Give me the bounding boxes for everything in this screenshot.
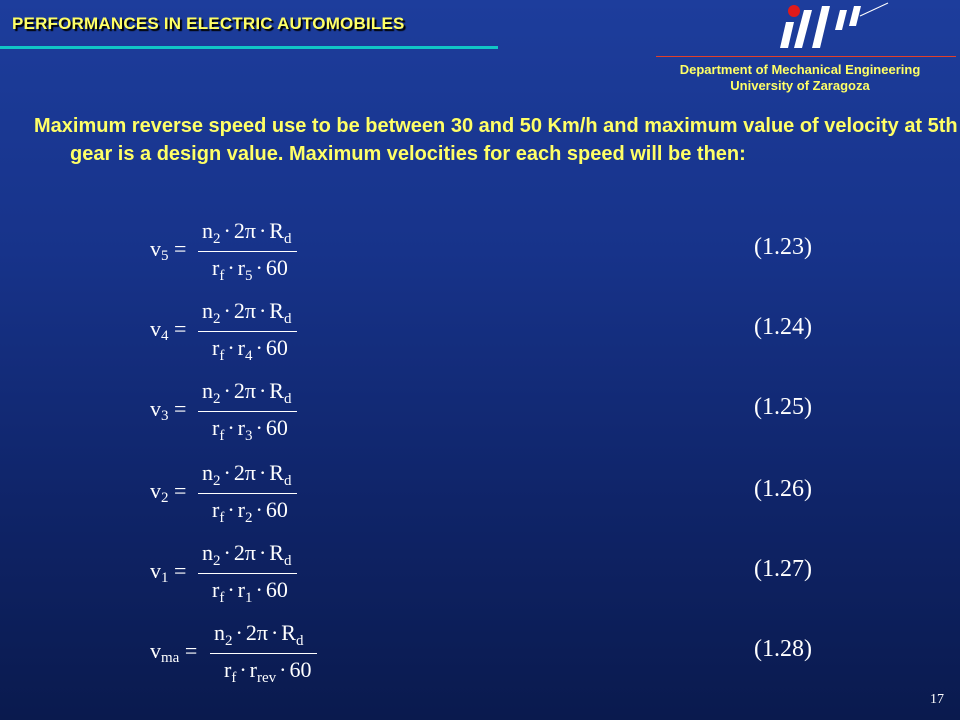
equation-fraction [198, 218, 297, 285]
denominator-r: r [237, 497, 245, 522]
fraction-denominator [198, 413, 297, 445]
denominator-r-subscript: rev [256, 670, 277, 686]
equation-number: (1.23) [754, 234, 812, 260]
numerator-2pi: 2π [233, 540, 256, 565]
multiply-dot: · [223, 378, 231, 403]
equation-fraction [198, 540, 297, 607]
multiply-dot: · [235, 620, 243, 645]
numerator-r: R [281, 620, 296, 645]
equation-row [150, 378, 850, 448]
lhs-subscript: ma [161, 650, 180, 666]
equals-sign: = [168, 396, 187, 421]
multiply-dot: · [223, 298, 231, 323]
equation-lhs [150, 316, 186, 345]
numerator-2pi: 2π [233, 460, 256, 485]
denominator-r: r [237, 415, 245, 440]
slide-title: PERFORMANCES IN ELECTRIC AUTOMOBILES [12, 14, 405, 33]
equals-sign: = [168, 316, 187, 341]
equals-sign: = [168, 236, 187, 261]
denominator-rf-subscript: f [219, 268, 225, 284]
denominator-r-subscript: 1 [244, 590, 253, 606]
equation-fraction [198, 460, 297, 527]
denominator-rf-subscript: f [231, 670, 237, 686]
multiply-dot: · [227, 497, 235, 522]
equation-row [150, 620, 850, 690]
department-label [640, 62, 960, 94]
numerator-n: n [214, 620, 225, 645]
numerator-2pi: 2π [245, 620, 268, 645]
university-name: University of Zaragoza [730, 78, 870, 93]
equation-lhs [150, 396, 186, 425]
denominator-rf: r [212, 255, 220, 280]
denominator-constant: 60 [289, 657, 312, 682]
university-logo-icon [772, 2, 890, 52]
fraction-denominator [210, 655, 317, 687]
fraction-denominator [198, 333, 297, 365]
denominator-rf-subscript: f [219, 348, 225, 364]
denominator-constant: 60 [265, 415, 288, 440]
numerator-r-subscript: d [295, 633, 304, 649]
denominator-constant: 60 [265, 335, 288, 360]
lhs-subscript: 1 [161, 570, 169, 586]
multiply-dot: · [270, 620, 279, 645]
denominator-r-subscript: 2 [244, 510, 253, 526]
numerator-n: n [202, 298, 213, 323]
denominator-constant: 60 [265, 255, 288, 280]
multiply-dot: · [255, 255, 263, 280]
multiply-dot: · [258, 460, 267, 485]
numerator-2pi: 2π [233, 378, 256, 403]
denominator-r: r [237, 255, 245, 280]
equation-lhs [150, 236, 186, 265]
equation-fraction [210, 620, 317, 687]
equation-lhs [150, 558, 186, 587]
equals-sign: = [179, 638, 198, 663]
equation-number: (1.28) [754, 636, 812, 662]
numerator-n-subscript: 2 [213, 553, 221, 569]
numerator-n-subscript: 2 [213, 391, 221, 407]
multiply-dot: · [258, 378, 267, 403]
fraction-denominator [198, 253, 297, 285]
denominator-r: r [249, 657, 257, 682]
numerator-n: n [202, 540, 213, 565]
fraction-denominator [198, 575, 297, 607]
numerator-r-subscript: d [283, 231, 292, 247]
equals-sign: = [168, 478, 187, 503]
multiply-dot: · [258, 298, 267, 323]
numerator-r: R [269, 460, 284, 485]
fraction-numerator [198, 298, 297, 330]
fraction-bar [198, 251, 297, 252]
equation-lhs [150, 478, 186, 507]
lhs-variable: v [150, 638, 161, 663]
numerator-2pi: 2π [233, 218, 256, 243]
multiply-dot: · [258, 218, 267, 243]
numerator-n: n [202, 460, 213, 485]
multiply-dot: · [227, 577, 235, 602]
denominator-r: r [237, 335, 245, 360]
equation-row [150, 460, 850, 530]
numerator-n-subscript: 2 [225, 633, 233, 649]
denominator-rf: r [224, 657, 232, 682]
fraction-numerator [198, 540, 297, 572]
multiply-dot: · [227, 335, 235, 360]
multiply-dot: · [239, 657, 247, 682]
fraction-bar [198, 411, 297, 412]
multiply-dot: · [255, 577, 263, 602]
denominator-rf: r [212, 577, 220, 602]
equation-fraction [198, 298, 297, 365]
denominator-r-subscript: 4 [244, 348, 253, 364]
denominator-rf-subscript: f [219, 428, 225, 444]
department-name: Department of Mechanical Engineering [679, 62, 921, 77]
denominator-constant: 60 [265, 577, 288, 602]
department-divider [656, 56, 956, 57]
equation-fraction [198, 378, 297, 445]
lhs-variable: v [150, 396, 161, 421]
equals-sign: = [168, 558, 187, 583]
lhs-subscript: 2 [161, 490, 169, 506]
multiply-dot: · [255, 415, 263, 440]
numerator-r: R [269, 218, 284, 243]
numerator-r-subscript: d [283, 311, 292, 327]
intro-paragraph: Maximum reverse speed use to be between 30 and 50 Km/h and maximum value of velocity at 5th gear is a design value. Maximum velocities for each speed will be then: [34, 115, 958, 165]
multiply-dot: · [223, 460, 231, 485]
fraction-bar [210, 653, 317, 654]
numerator-r-subscript: d [283, 553, 292, 569]
lhs-subscript: 3 [161, 408, 169, 424]
lhs-variable: v [150, 558, 161, 583]
lhs-variable: v [150, 236, 161, 261]
numerator-r: R [269, 540, 284, 565]
denominator-r: r [237, 577, 245, 602]
numerator-r-subscript: d [283, 473, 292, 489]
equation-row [150, 540, 850, 610]
multiply-dot: · [223, 218, 231, 243]
denominator-constant: 60 [265, 497, 288, 522]
multiply-dot: · [258, 540, 267, 565]
equation-row [150, 218, 850, 288]
multiply-dot: · [223, 540, 231, 565]
lhs-subscript: 4 [161, 328, 169, 344]
numerator-n: n [202, 378, 213, 403]
denominator-rf-subscript: f [219, 590, 225, 606]
denominator-r-subscript: 3 [244, 428, 253, 444]
fraction-numerator [198, 460, 297, 492]
equation-number: (1.24) [754, 314, 812, 340]
lhs-subscript: 5 [161, 248, 169, 264]
numerator-r: R [269, 378, 284, 403]
numerator-n-subscript: 2 [213, 311, 221, 327]
denominator-rf: r [212, 415, 220, 440]
multiply-dot: · [227, 415, 235, 440]
numerator-2pi: 2π [233, 298, 256, 323]
lhs-variable: v [150, 316, 161, 341]
fraction-bar [198, 573, 297, 574]
fraction-numerator [198, 218, 297, 250]
fraction-bar [198, 331, 297, 332]
denominator-rf: r [212, 335, 220, 360]
fraction-bar [198, 493, 297, 494]
fraction-denominator [198, 495, 297, 527]
denominator-r-subscript: 5 [244, 268, 253, 284]
numerator-r-subscript: d [283, 391, 292, 407]
numerator-r: R [269, 298, 284, 323]
equation-number: (1.27) [754, 556, 812, 582]
lhs-variable: v [150, 478, 161, 503]
numerator-n: n [202, 218, 213, 243]
denominator-rf-subscript: f [219, 510, 225, 526]
multiply-dot: · [255, 497, 263, 522]
page-number: 17 [930, 692, 944, 707]
equation-number: (1.26) [754, 476, 812, 502]
equation-row [150, 298, 850, 368]
multiply-dot: · [255, 335, 263, 360]
title-underline [0, 46, 498, 49]
multiply-dot: · [227, 255, 235, 280]
numerator-n-subscript: 2 [213, 473, 221, 489]
equation-number: (1.25) [754, 394, 812, 420]
fraction-numerator [198, 378, 297, 410]
equation-lhs [150, 638, 197, 667]
numerator-n-subscript: 2 [213, 231, 221, 247]
multiply-dot: · [279, 657, 287, 682]
denominator-rf: r [212, 497, 220, 522]
fraction-numerator [210, 620, 317, 652]
